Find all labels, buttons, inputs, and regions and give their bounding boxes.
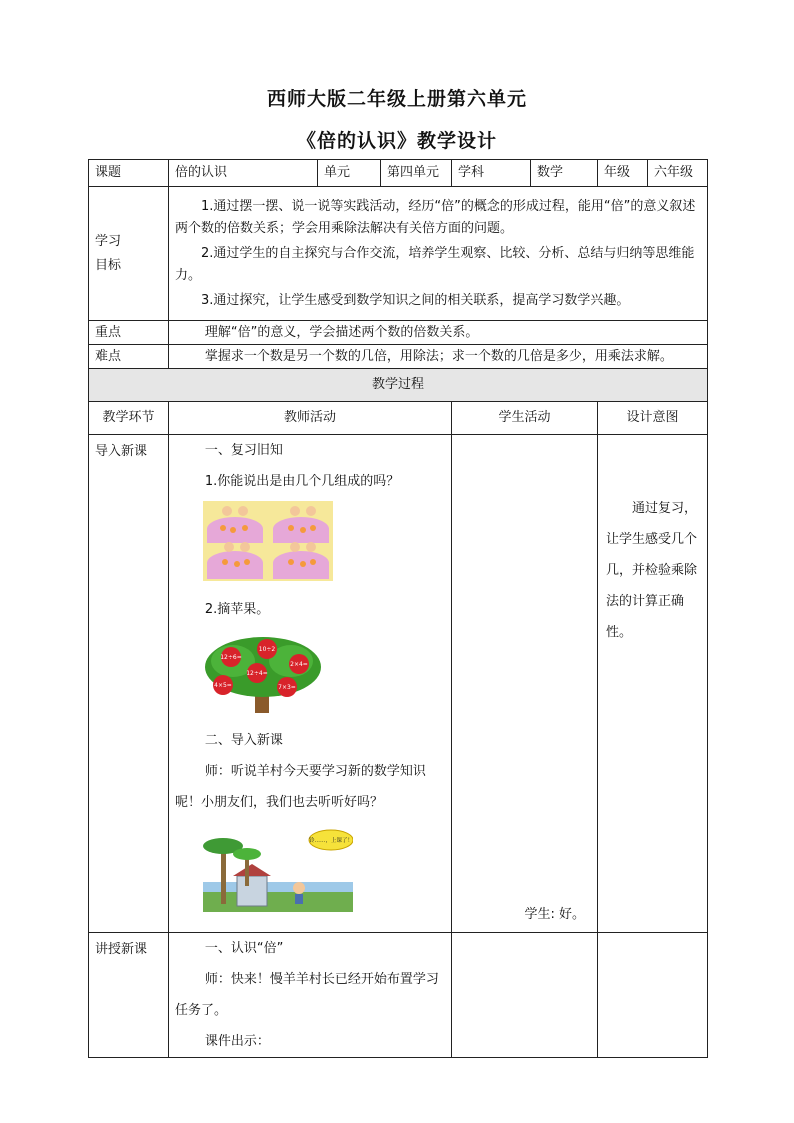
student-activity-intro (452, 435, 598, 933)
column-intent: 设计意图 (598, 402, 708, 435)
column-stage: 教学环节 (89, 402, 169, 435)
document-title: 西师大版二年级上册第六单元 (266, 88, 527, 110)
picnic-tables-illustration (203, 501, 333, 581)
question-1: 1.你能说出是由几个几组成的吗？ (204, 474, 400, 489)
speech-bubble (309, 830, 353, 850)
teach-show: 课件出示： (204, 1034, 270, 1049)
difficulty-label: 难点 (89, 345, 169, 369)
topic-value: 倍的认识 (169, 160, 318, 187)
document-subtitle: 《倍的认识》教学设计 (296, 130, 497, 152)
teach-talk: 师：快来！慢羊羊村长已经开始布置学习任务了。 (175, 972, 439, 1018)
column-teacher: 教师活动 (169, 402, 452, 435)
unit-label: 单元 (318, 160, 381, 187)
apple-tree-image (203, 631, 445, 720)
topic-label: 课题 (89, 160, 169, 187)
lesson-plan-table (88, 159, 708, 1058)
question-2: 2.摘苹果。 (204, 601, 270, 617)
apple-tree-illustration (203, 631, 323, 713)
goals-label: 学习目标 (89, 187, 169, 321)
teacher-talk: 师：听说羊村今天要学习新的数学知识呢！小朋友们，我们也去听听好吗？ (175, 764, 426, 810)
goal-item: 1.通过摆一摆、说一说等实践活动，经历“倍”的概念的形成过程，能用“倍”的意义叙述两个数的倍数关系；学会用乘除法解决有关倍方面的问题。 (175, 198, 696, 236)
subject-label: 学科 (452, 160, 531, 187)
stage-teach: 讲授新课 (89, 933, 169, 1058)
goal-item: 3.通过探究，让学生感受到数学知识之间的相关联系，提高学习数学兴趣。 (201, 292, 630, 308)
teacher-activity-intro (169, 435, 452, 933)
grade-value: 六年级 (648, 160, 708, 187)
teach-heading: 一、认识“倍” (204, 941, 284, 956)
new-lesson-heading: 二、导入新课 (204, 733, 283, 748)
key-point-text: 理解“倍”的意义，学会描述两个数的倍数关系。 (169, 321, 708, 345)
process-header: 教学过程 (89, 369, 708, 402)
apple-label: 2×4= (290, 660, 308, 668)
apple-label: 10÷2 (258, 645, 276, 653)
design-intent-teach (598, 933, 708, 1058)
picnic-image (203, 501, 445, 588)
bubble-text: 铃……，上课了！ (308, 838, 353, 844)
review-heading: 一、复习旧知 (204, 443, 283, 458)
apple-label: 4×5= (214, 681, 232, 689)
sheep-village-image (203, 828, 445, 919)
grade-label: 年级 (598, 160, 648, 187)
design-intent-intro: 通过复习，让学生感受几个几，并检验乘除法的计算正确性。 (598, 435, 708, 933)
goal-item: 2.通过学生的自主探究与合作交流，培养学生观察、比较、分析、总结与归纳等思维能力。 (175, 245, 695, 283)
subject-value: 数学 (531, 160, 598, 187)
apple-label: 7×3= (278, 683, 296, 691)
sheep-village-illustration (203, 828, 353, 912)
difficulty-text: 掌握求一个数是另一个数的几倍，用除法；求一个数的几倍是多少，用乘法求解。 (169, 345, 708, 369)
teacher-activity-teach (169, 933, 452, 1058)
apple-label: 12÷4= (246, 669, 268, 677)
unit-value: 第四单元 (381, 160, 452, 187)
column-student: 学生活动 (452, 402, 598, 435)
stage-intro: 导入新课 (89, 435, 169, 933)
student-activity-teach (452, 933, 598, 1058)
goals-content (169, 187, 708, 321)
student-answer: 学生: 好。 (524, 906, 585, 922)
apple-label: 12÷6= (220, 653, 242, 661)
key-point-label: 重点 (89, 321, 169, 345)
